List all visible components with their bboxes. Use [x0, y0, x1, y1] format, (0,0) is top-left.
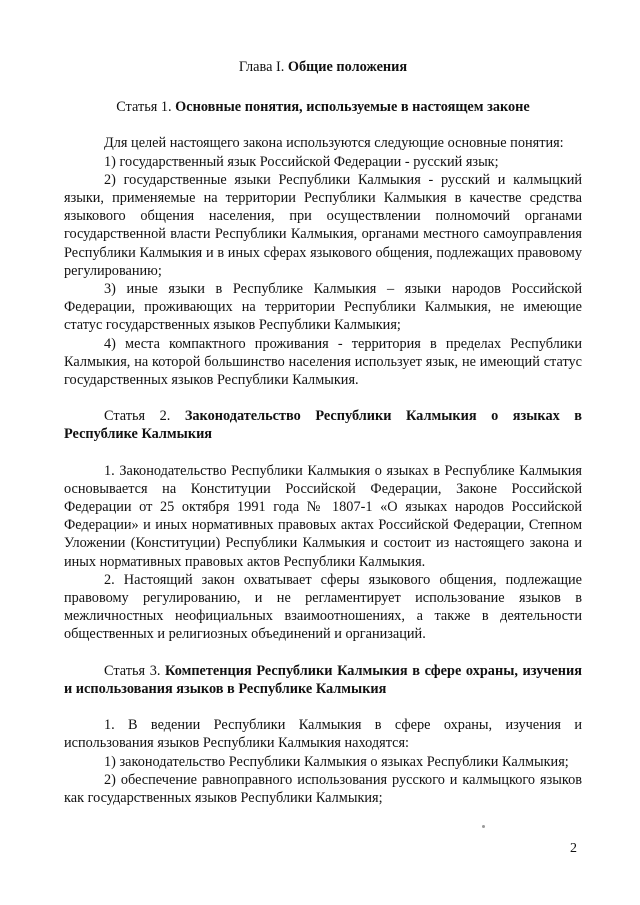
article-3-prefix: Статья 3.: [104, 662, 166, 679]
page-number: 2: [570, 841, 577, 856]
article-1-paragraph: Для целей настоящего закона используются следующие основные понятия:: [104, 135, 564, 152]
document-page: [64, 58, 582, 807]
article-2-title: Законодательство Республики Калмыкия о языках в Республике Калмыкия: [64, 408, 582, 443]
scan-speck: [482, 825, 485, 828]
article-2-paragraph: 2. Настоящий закон охватывает сферы языкового общения, подлежащие правовому регулированию, и не регламентирует использование языков в межличностных неофициальных взаимоотношениях, а также в деятельности общественных и религиозных объединений и организаций.: [64, 571, 582, 643]
article-1-title: Основные понятия, используемые в настоящем законе: [175, 99, 530, 116]
chapter-prefix: Глава I.: [238, 59, 288, 75]
chapter-heading: [64, 58, 582, 76]
article-1-heading: [64, 98, 582, 116]
article-1-prefix: Статья 1.: [116, 99, 176, 116]
article-1-paragraph: 4) места компактного проживания - территория в пределах Республики Калмыкия, на которой большинство населения использует язык, не имеющий статус государственных языков Республики Калмыкия.: [64, 335, 582, 389]
chapter-title: Общие положения: [287, 59, 408, 75]
article-1-paragraph: 2) государственные языки Республики Калмыкия - русский и калмыцкий языки, применяемые на территории Республики Калмыкия в качестве средства языкового общения населения, при осуществлении полномочий органами государственной власти Республики Калмыкия, органами местного самоуправления Республики Калмыкия и в иных сферах языкового общения, подлежащих правовому регулированию;: [64, 171, 582, 279]
article-2-heading: [64, 407, 582, 443]
article-3-heading: [64, 662, 582, 698]
article-3-paragraph: 1) законодательство Республики Калмыкия о языках Республики Калмыкия;: [104, 753, 569, 770]
article-3-paragraph: 2) обеспечение равноправного использования русского и калмыцкого языков как государственных языков Республики Калмыкия;: [64, 771, 582, 806]
article-2-prefix: Статья 2.: [104, 408, 185, 425]
article-3-title: Компетенция Республики Калмыкия в сфере охраны, изучения и использования языков в Республике Калмыкия: [64, 662, 582, 697]
article-3-body: [64, 716, 582, 807]
article-3-paragraph: 1. В ведении Республики Калмыкия в сфере охраны, изучения и использования языков Республики Калмыкия находятся:: [64, 717, 582, 752]
article-2-body: [64, 462, 582, 644]
article-1-body: [64, 134, 582, 389]
article-1-paragraph: 3) иные языки в Республике Калмыкия – языки народов Российской Федерации, проживающих на территории Республики Калмыкия, не имеющие статус государственных языков Республики Калмыкия;: [64, 281, 582, 334]
article-2-paragraph: 1. Законодательство Республики Калмыкия о языках в Республике Калмыкия основывается на Конституции Российской Федерации, Законе Российской Федерации от 25 октября 1991 года № 1807-1 «О языках народов Российской Федерации» и иных нормативных правовых актах Российской Федерации, Степном Уложении (Конституции) Республики Калмыкия и состоит из настоящего закона и иных нормативных правовых актов Республики Калмыкия.: [64, 462, 582, 570]
article-1-paragraph: 1) государственный язык Российской Федерации - русский язык;: [104, 153, 499, 170]
